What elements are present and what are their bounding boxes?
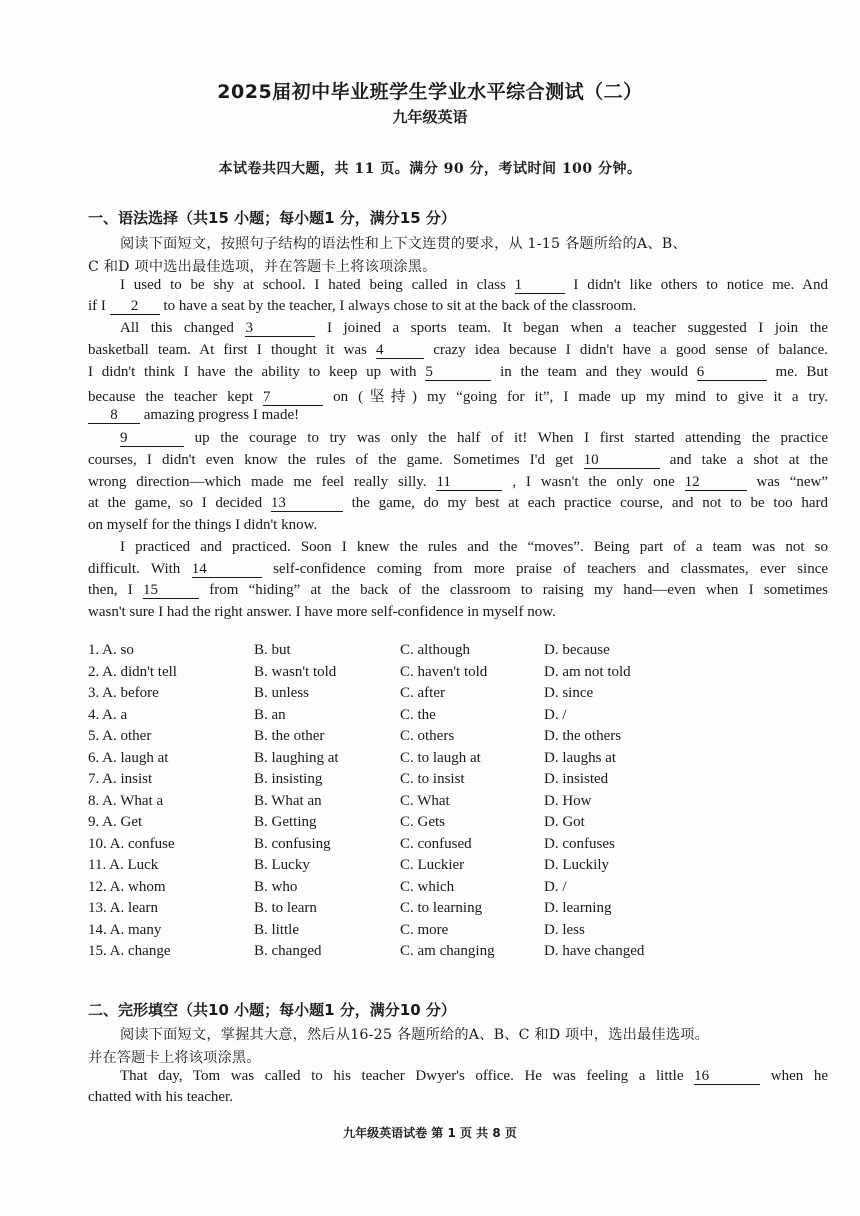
option-c: C. after — [400, 685, 445, 701]
option-row — [88, 857, 808, 879]
option-c: C. others — [400, 728, 455, 744]
blank: 10 — [584, 453, 660, 469]
blank: 16 — [694, 1069, 760, 1085]
option-a: 14. A. many — [88, 921, 162, 938]
section2-heading: 二、完形填空（共10 小题；每小题1 分，满分10 分） — [88, 1001, 456, 1019]
option-a: 10. A. confuse — [88, 835, 175, 852]
option-a: 11. A. Luck — [88, 857, 159, 873]
option-row — [88, 922, 808, 944]
section1-instruction: 阅读下面短文，按照句子结构的语法性和上下文连贯的要求，从 1-15 各题所给的A、B、 — [120, 236, 687, 252]
option-c: C. haven't told — [400, 663, 488, 680]
option-a: 13. A. learn — [88, 900, 158, 916]
option-b: B. to learn — [254, 900, 317, 916]
passage-line: difficult. With 14 self-confidence coming from more praise of teachers and classmates, ever since — [88, 561, 829, 577]
option-a: 12. A. whom — [88, 878, 166, 895]
option-c: C. to learning — [400, 900, 483, 916]
passage-line: That day, Tom was called to his teacher Dwyer's office. He was feeling a little 16 when he — [120, 1068, 829, 1084]
option-a: 5. A. other — [88, 728, 152, 744]
option-a: 6. A. laugh at — [88, 749, 169, 766]
blank: 5 — [425, 365, 491, 381]
section2-instruction: 阅读下面短文，掌握其大意，然后从16-25 各题所给的A、B、C 和D 项中，选出最佳选项。 — [120, 1027, 709, 1043]
option-row — [88, 728, 808, 750]
option-c: C. which — [400, 878, 455, 895]
option-d: D. learning — [544, 900, 612, 916]
page-title: 2025届初中毕业班学生学业水平综合测试（二） — [217, 81, 643, 103]
passage-line: 9 up the courage to try was only the half of it! When I first started attending the practice — [120, 430, 828, 446]
option-d: D. insisted — [544, 771, 609, 787]
option-d: D. laughs at — [544, 749, 617, 766]
option-d: D. because — [544, 642, 610, 658]
option-a: 15. A. change — [88, 943, 171, 959]
option-b: B. unless — [254, 685, 310, 701]
section1-heading: 一、语法选择（共15 小题；每小题1 分，满分15 分） — [88, 209, 456, 227]
option-row — [88, 685, 808, 707]
option-row — [88, 836, 808, 858]
blank: 8 — [88, 408, 140, 424]
option-c: C. What — [400, 792, 450, 809]
option-c: C. Gets — [400, 814, 445, 830]
blank: 7 — [263, 390, 323, 406]
option-a: 4. A. a — [88, 706, 128, 723]
option-b: B. but — [254, 642, 291, 658]
option-a: 3. A. before — [88, 685, 159, 701]
option-row — [88, 793, 808, 815]
blank: 6 — [697, 365, 767, 381]
section2-instruction-cont: 并在答题卡上将该项涂黑。 — [88, 1050, 261, 1066]
blank: 1 — [515, 278, 565, 294]
option-row — [88, 642, 808, 664]
option-row — [88, 814, 808, 836]
option-d: D. Got — [544, 814, 585, 830]
option-row — [88, 664, 808, 686]
option-d: D. less — [544, 921, 585, 938]
option-d: D. since — [544, 685, 594, 701]
option-c: C. to laugh at — [400, 749, 481, 766]
option-d: D. / — [544, 706, 567, 723]
option-row — [88, 771, 808, 793]
option-c: C. the — [400, 706, 436, 723]
page-subtitle: 九年级英语 — [392, 108, 468, 126]
option-b: B. laughing at — [254, 749, 339, 766]
option-c: C. to insist — [400, 771, 465, 787]
option-row — [88, 943, 808, 965]
blank: 12 — [685, 475, 747, 491]
blank: 4 — [376, 343, 424, 359]
blank: 2 — [110, 299, 160, 315]
option-b: B. little — [254, 921, 299, 938]
option-d: D. Luckily — [544, 857, 609, 873]
passage-line: if I 2 to have a seat by the teacher, I always chose to sit at the back of the classroom. — [88, 298, 637, 314]
option-b: B. confusing — [254, 835, 331, 852]
passage-line: wrong direction—which made me feel really silly. 11 , I wasn't the only one 12 was “new” — [88, 474, 829, 490]
exam-intro: 本试卷共四大题，共 11 页。满分 90 分，考试时间 100 分钟。 — [218, 161, 642, 177]
passage-line: I didn't think I have the ability to keep up with 5 in the team and they would 6 me. But — [88, 364, 829, 380]
passage-line: wasn't sure I had the right answer. I have more self-confidence in myself now. — [88, 604, 556, 620]
section1-instruction-cont: C 和D 项中选出最佳选项，并在答题卡上将该项涂黑。 — [88, 259, 437, 275]
option-d: D. / — [544, 878, 567, 895]
passage-line: All this changed 3 I joined a sports team. It began when a teacher suggested I join the — [120, 320, 829, 336]
blank: 9 — [120, 431, 184, 447]
option-b: B. Lucky — [254, 857, 310, 873]
option-d: D. confuses — [544, 835, 615, 852]
option-a: 7. A. insist — [88, 771, 153, 787]
passage-line: 8 amazing progress I made! — [88, 407, 828, 424]
option-c: C. am changing — [400, 943, 495, 959]
passage-line: because the teacher kept 7 on (坚持) my “going for it”, I made up my mind to give it a try. — [88, 389, 828, 405]
option-a: 1. A. so — [88, 642, 134, 658]
passage-line: then, I 15 from “hiding” at the back of the classroom to raising my hand—even when I sometimes — [88, 582, 828, 598]
blank: 14 — [192, 562, 262, 578]
option-b: B. wasn't told — [254, 663, 337, 680]
option-row — [88, 879, 808, 901]
option-c: C. confused — [400, 835, 472, 852]
passage-line: courses, I didn't even know the rules of the game. Sometimes I'd get 10 and take a shot at the — [88, 452, 828, 468]
option-a: 9. A. Get — [88, 814, 143, 830]
option-b: B. an — [254, 706, 286, 723]
option-d: D. How — [544, 792, 592, 809]
option-b: B. changed — [254, 943, 322, 959]
option-d: D. am not told — [544, 663, 631, 680]
passage-line: I used to be shy at school. I hated being called in class 1 I didn't like others to notice me. And — [120, 277, 829, 293]
option-b: B. the other — [254, 728, 325, 744]
option-b: B. who — [254, 878, 298, 895]
passage-line: basketball team. At first I thought it was 4 crazy idea because I didn't have a good sense of balance. — [88, 342, 828, 358]
option-b: B. What an — [254, 792, 322, 809]
option-b: B. insisting — [254, 771, 323, 787]
option-c: C. although — [400, 642, 470, 658]
option-a: 2. A. didn't tell — [88, 663, 177, 680]
blank: 11 — [436, 475, 502, 491]
option-d: D. the others — [544, 728, 622, 744]
option-a: 8. A. What a — [88, 792, 164, 809]
passage-line: at the game, so I decided 13 the game, do my best at each practice course, and not to be too hard — [88, 495, 829, 511]
answer-options — [88, 642, 808, 965]
page-footer: 九年级英语试卷 第 1 页 共 8 页 — [343, 1126, 517, 1140]
blank: 3 — [245, 321, 315, 337]
option-row — [88, 900, 808, 922]
option-d: D. have changed — [544, 943, 645, 959]
option-row — [88, 750, 808, 772]
option-c: C. Luckier — [400, 857, 465, 873]
passage-line: chatted with his teacher. — [88, 1089, 233, 1105]
option-b: B. Getting — [254, 814, 317, 830]
passage-line: on myself for the things I didn't know. — [88, 517, 318, 533]
option-c: C. more — [400, 921, 449, 938]
passage-line: I practiced and practiced. Soon I knew the rules and the “moves”. Being part of a team was not so — [120, 539, 828, 555]
blank: 15 — [143, 583, 199, 599]
option-row — [88, 707, 808, 729]
blank: 13 — [271, 496, 343, 512]
